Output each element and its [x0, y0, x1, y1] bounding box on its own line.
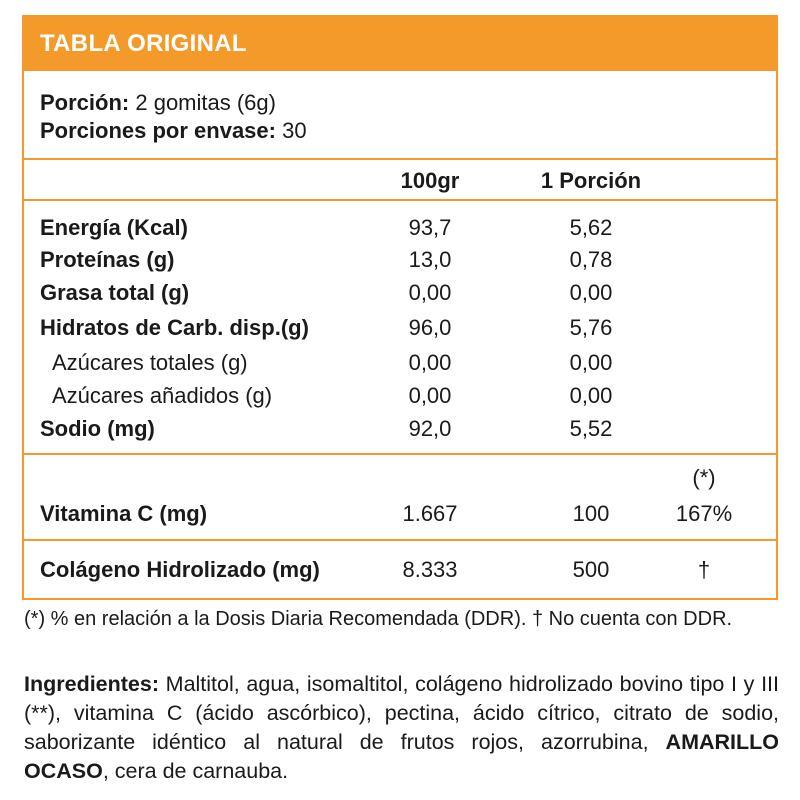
portion-value: 2 gomitas (6g) [135, 90, 276, 115]
footnote: (*) % en relación a la Dosis Diaria Recomendada (DDR). † No cuenta con DDR. [24, 608, 733, 630]
servings-per-package-line [40, 118, 307, 144]
divider [24, 539, 776, 541]
row-value-vitamin-c-ddr: 167% [675, 501, 733, 526]
row-label-total-sugars: Azúcares totales (g) [52, 350, 248, 375]
ingredients-text: Maltitol, agua, isomaltitol, colágeno hidrolizado bovino tipo I y III (**), vitamina C (ácido ascórbico), pectina, ácido cítrico, citrato de sodio, saborizante idéntico al natural de frutos rojos, azorrubina, [24, 672, 779, 754]
row-value-carbs-portion: 5,76 [569, 315, 613, 340]
row-value-collagen-100gr: 8.333 [402, 557, 458, 582]
row-value-fat-100gr: 0,00 [408, 280, 452, 305]
column-header-100gr: 100gr [400, 168, 460, 193]
divider [24, 453, 776, 455]
column-header-portion: 1 Porción [540, 168, 642, 193]
row-value-sodium-portion: 5,52 [569, 416, 613, 441]
divider [24, 158, 776, 160]
servings-per-package-label: Porciones por envase: [40, 118, 276, 143]
portion-label: Porción: [40, 90, 130, 115]
table-title: TABLA ORIGINAL [24, 17, 776, 71]
row-value-energy-100gr: 93,7 [408, 215, 452, 240]
row-value-collagen-portion: 500 [572, 557, 610, 582]
row-value-sodium-100gr: 92,0 [408, 416, 452, 441]
row-label-sodium: Sodio (mg) [40, 416, 155, 441]
row-label-protein: Proteínas (g) [40, 247, 175, 272]
ingredients-highlight: AMARILLO OCASO [24, 730, 779, 783]
row-value-vitamin-c-portion: 100 [572, 501, 610, 526]
servings-per-package-value: 30 [282, 118, 307, 143]
row-value-vitamin-c-100gr: 1.667 [402, 501, 458, 526]
nutrition-table [22, 15, 778, 600]
row-value-protein-100gr: 13,0 [408, 247, 452, 272]
row-value-protein-portion: 0,78 [569, 247, 613, 272]
row-value-collagen-ddr: † [697, 557, 711, 582]
row-value-energy-portion: 5,62 [569, 215, 613, 240]
ingredients-text-end: , cera de carnauba. [102, 759, 289, 783]
ingredients-label: Ingredientes: [24, 672, 159, 696]
row-value-added-sugars-portion: 0,00 [569, 383, 613, 408]
ddr-marker-asterisk: (*) [692, 465, 716, 490]
row-value-added-sugars-100gr: 0,00 [408, 383, 452, 408]
row-label-fat: Grasa total (g) [40, 280, 190, 305]
portion-line [40, 90, 276, 116]
row-value-total-sugars-100gr: 0,00 [408, 350, 452, 375]
row-value-total-sugars-portion: 0,00 [569, 350, 613, 375]
row-label-carbs: Hidratos de Carb. disp.(g) [40, 315, 309, 340]
divider [24, 199, 776, 201]
row-label-energy: Energía (Kcal) [40, 215, 188, 240]
row-label-added-sugars: Azúcares añadidos (g) [52, 383, 273, 408]
row-label-collagen: Colágeno Hidrolizado (mg) [40, 557, 320, 582]
ingredients-paragraph [24, 670, 779, 786]
row-label-vitamin-c: Vitamina C (mg) [40, 501, 208, 526]
row-value-carbs-100gr: 96,0 [408, 315, 452, 340]
row-value-fat-portion: 0,00 [569, 280, 613, 305]
